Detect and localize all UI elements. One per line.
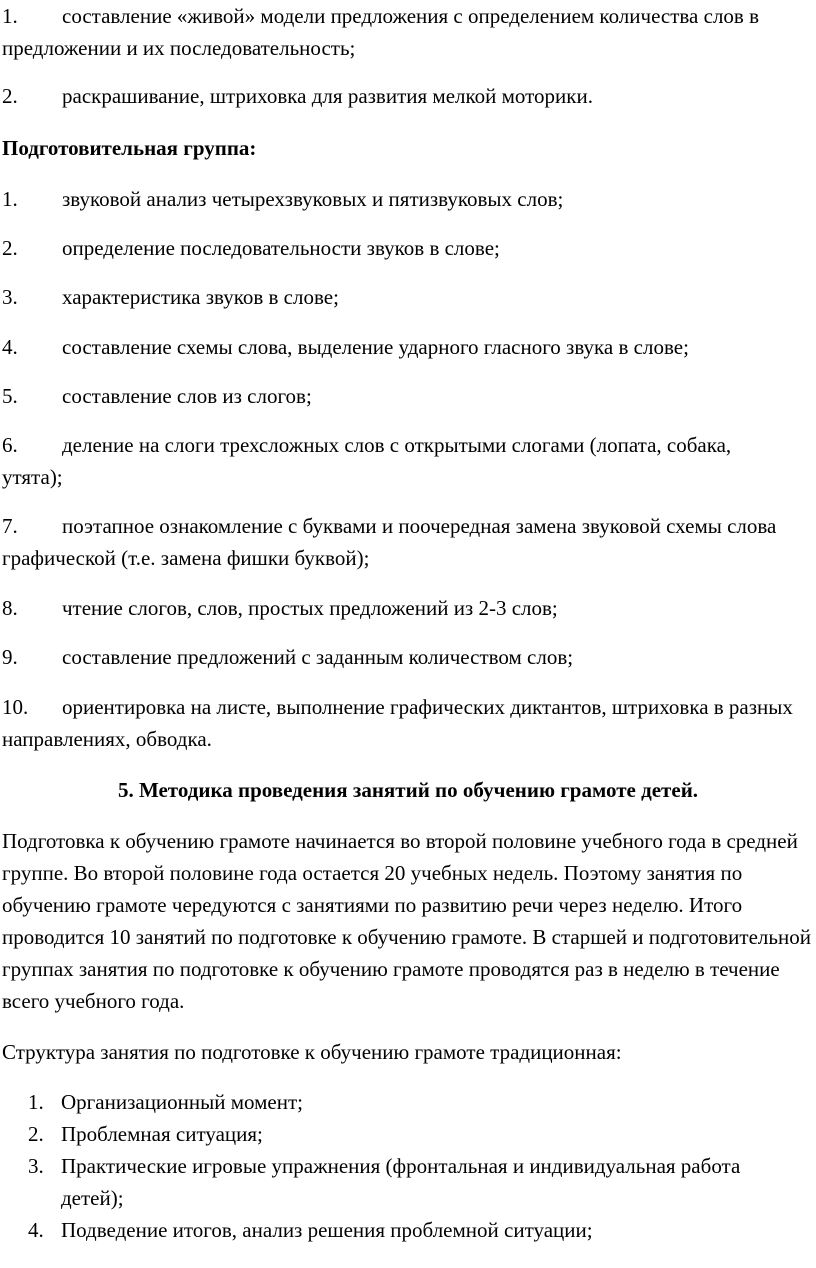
list-number: 8. [2,596,18,620]
list-number: 1. [28,1090,44,1114]
list-number: 5. [2,384,18,408]
group-list-item [2,641,814,673]
group-list-item [2,429,792,493]
list-number: 3. [28,1154,44,1178]
body-paragraph: Структура занятия по подготовке к обучению грамоте традиционная: [2,1040,622,1064]
structure-list [2,1086,814,1246]
list-text: Организационный момент; [61,1090,303,1114]
list-number: 2. [2,84,18,108]
list-text: составление предложений с заданным количеством слов; [62,645,574,669]
structure-list-item [2,1150,814,1214]
list-text: деление на слоги трехсложных слов с открытыми слогами (лопата, собака, утята); [2,433,732,489]
intro-list-item [2,0,814,64]
list-text: составление схемы слова, выделение ударного гласного звука в слове; [62,335,689,359]
intro-list-item [2,80,814,112]
list-number: 7. [2,514,18,538]
body-paragraph: Подготовка к обучению грамоте начинается во второй половине учебного года в средней группе. Во второй половине года остается 20 учебных недель. Поэтому занятия по обучению грамоте чередуются с занятиями по развитию речи через неделю. Итого проводится 10 занятий по подготовке к обучению грамоте. В старшей и подготовительной группах занятия по подготовке к обучению грамоте проводятся раз в неделю в течение всего учебного года. [2,829,811,1013]
list-text: чтение слогов, слов, простых предложений из 2-3 слов; [62,596,558,620]
list-text: ориентировка на листе, выполнение графических диктантов, штриховка в разных направлениях, обводка. [2,695,793,751]
list-text: поэтапное ознакомление с буквами и поочередная замена звуковой схемы слова графической (т.е. замена фишки буквой); [2,514,777,570]
list-number: 4. [28,1218,44,1242]
list-number: 4. [2,335,18,359]
list-number: 2. [28,1122,44,1146]
list-text: определение последовательности звуков в слове; [62,236,500,260]
structure-list-item [2,1086,814,1118]
group-list-item [2,691,814,755]
list-number: 1. [2,187,18,211]
list-number: 9. [2,645,18,669]
list-text: составление «живой» модели предложения с определением количества слов в предложении и их последовательность; [2,4,759,60]
group-list-item [2,510,792,574]
list-number: 3. [2,285,18,309]
group-list-item [2,380,814,412]
group-list-item [2,232,814,264]
list-number: 2. [2,236,18,260]
list-text: раскрашивание, штриховка для развития мелкой моторики. [62,84,593,108]
list-text: Практические игровые упражнения (фронтальная и индивидуальная работа детей); [61,1154,741,1210]
list-text: характеристика звуков в слове; [62,285,339,309]
group-list-item [2,331,814,363]
list-number: 1. [2,4,18,28]
structure-list-item [2,1118,814,1150]
list-text: Проблемная ситуация; [61,1122,263,1146]
list-number: 10. [2,695,29,719]
list-text: составление слов из слогов; [62,384,312,408]
group-heading: Подготовительная группа: [2,136,257,160]
list-text: звуковой анализ четырехзвуковых и пятизвуковых слов; [62,187,564,211]
group-list-item [2,281,814,313]
group-list-item [2,592,814,624]
section-heading: 5. Методика проведения занятий по обучению грамоте детей. [117,778,699,802]
list-number: 6. [2,433,18,457]
group-list-item [2,183,814,215]
list-text: Подведение итогов, анализ решения проблемной ситуации; [61,1218,593,1242]
structure-list-item [2,1214,814,1246]
